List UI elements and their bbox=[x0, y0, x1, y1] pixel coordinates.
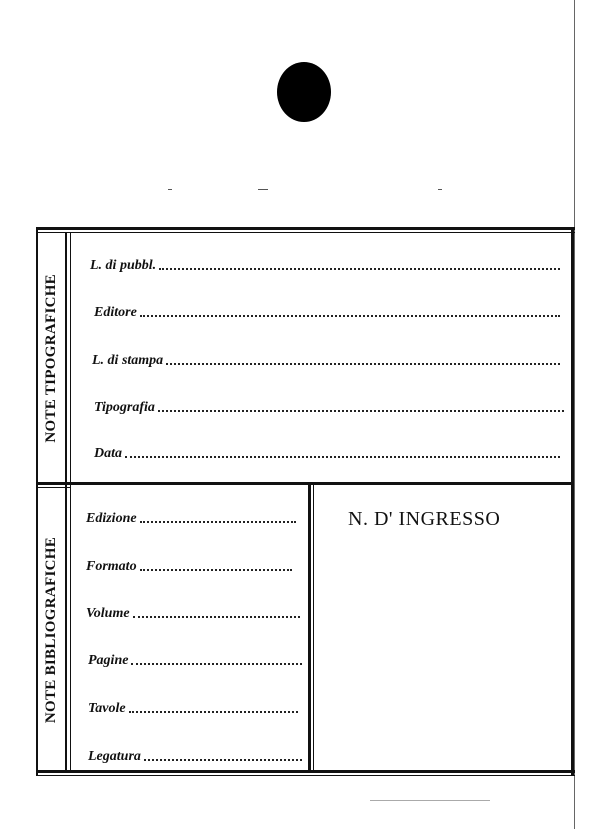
section-rule bbox=[36, 482, 574, 485]
field-label: Edizione bbox=[86, 511, 137, 526]
field-row-tipografia bbox=[94, 400, 564, 416]
dotted-line bbox=[131, 663, 302, 665]
punch-hole bbox=[277, 62, 331, 122]
field-row-luogo-pubblicazione bbox=[90, 258, 560, 274]
dotted-line bbox=[166, 363, 560, 365]
section-rule bbox=[36, 487, 71, 488]
field-label: L. di stampa bbox=[92, 353, 164, 368]
dotted-line bbox=[125, 456, 560, 458]
speck bbox=[370, 800, 490, 801]
column-divider bbox=[308, 485, 311, 772]
field-row-data bbox=[94, 446, 560, 462]
frame-rule bbox=[36, 227, 575, 230]
field-label: Legatura bbox=[88, 749, 141, 764]
dotted-line bbox=[140, 521, 296, 523]
field-label: Editore bbox=[94, 305, 137, 320]
field-label: Tipografia bbox=[94, 400, 155, 415]
frame-rule bbox=[36, 770, 575, 773]
field-row-luogo-stampa bbox=[92, 353, 560, 369]
field-label: Data bbox=[94, 446, 122, 461]
field-label: Tavole bbox=[88, 701, 126, 716]
column-divider bbox=[313, 485, 314, 772]
section-title: NOTE BIBLIOGRAFICHE bbox=[42, 536, 59, 724]
field-row-formato bbox=[86, 559, 292, 575]
frame-rule bbox=[36, 775, 575, 776]
speck bbox=[438, 189, 442, 190]
field-row-tavole bbox=[88, 701, 298, 717]
dotted-line bbox=[140, 569, 292, 571]
dotted-line bbox=[140, 315, 560, 317]
section-label-bibliographic bbox=[36, 489, 66, 771]
spine-rule bbox=[70, 232, 71, 771]
dotted-line bbox=[159, 268, 560, 270]
dotted-line bbox=[133, 616, 300, 618]
field-row-legatura bbox=[88, 749, 302, 765]
dotted-line bbox=[129, 711, 298, 713]
dotted-line bbox=[158, 410, 564, 412]
field-label: L. di pubbl. bbox=[90, 258, 157, 273]
section-title: NOTE TIPOGRAFICHE bbox=[42, 274, 59, 443]
section-label-typographic bbox=[36, 235, 66, 482]
speck bbox=[168, 189, 172, 190]
field-row-volume bbox=[86, 606, 300, 622]
field-label: Volume bbox=[86, 606, 130, 621]
field-row-editore bbox=[94, 305, 560, 321]
field-label: Formato bbox=[86, 559, 137, 574]
catalog-card bbox=[36, 227, 575, 777]
accession-number-label: N. D' INGRESSO bbox=[348, 508, 501, 530]
field-label: Pagine bbox=[88, 653, 129, 668]
speck bbox=[258, 189, 268, 190]
frame-rule bbox=[571, 227, 574, 776]
field-row-pagine bbox=[88, 653, 302, 669]
frame-rule bbox=[36, 232, 575, 233]
dotted-line bbox=[144, 759, 302, 761]
field-row-edizione bbox=[86, 511, 296, 527]
